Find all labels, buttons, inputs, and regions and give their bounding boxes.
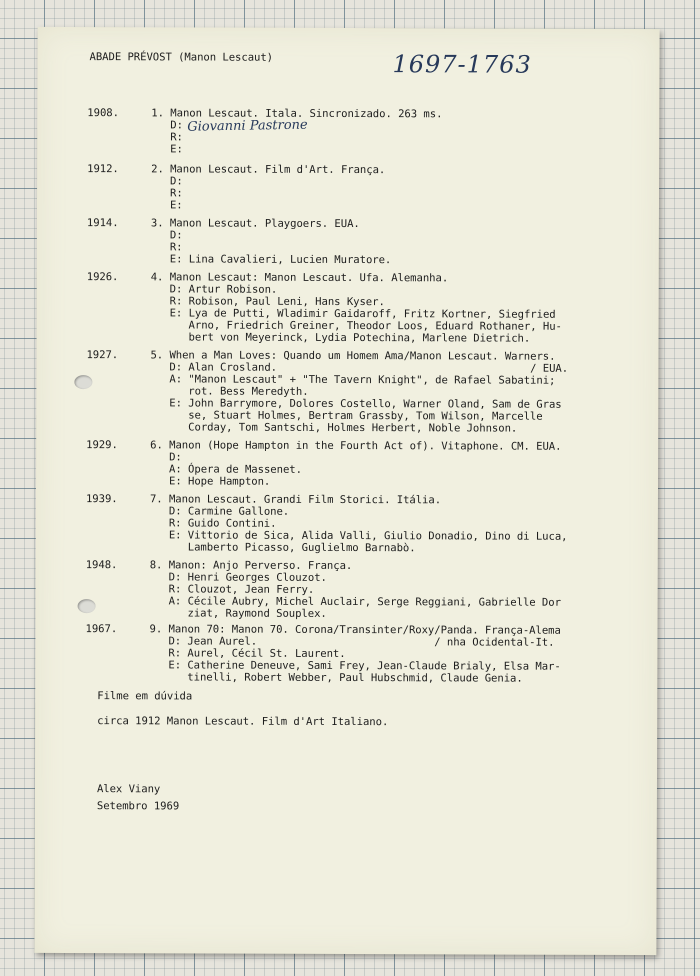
entry-7-line: D: Carmine Gallone. — [149, 505, 290, 518]
entry-4-year: 1926. — [86, 271, 119, 284]
entry-7-year: 1939. — [85, 493, 118, 506]
entry-6-line: D: — [150, 451, 182, 464]
entry-3-line: R: — [150, 241, 183, 254]
entry-4-line: bert von Meyerinck, Lydia Potechina, Marlene Dietrich. — [150, 331, 531, 345]
entry-1-line: R: — [151, 131, 183, 144]
entry-2-year: 1912. — [87, 163, 119, 176]
entry-3-line: D: — [150, 229, 183, 242]
entry-2-line: R: — [151, 187, 183, 200]
entry-5-title: 5. When a Man Loves: Quando um Homem Ama/Manon Lescaut. Warners. — [150, 349, 556, 363]
document-title: ABADE PRÉVOST (Manon Lescaut) — [89, 51, 274, 64]
signature-date: Setembro 1969 — [96, 800, 180, 813]
punch-hole-upper — [74, 375, 92, 389]
author-name: Alex Viany — [96, 783, 161, 796]
entry-7-line: Lamberto Picasso, Guglielmo Barnabò. — [149, 541, 416, 555]
entry-8-line: ziat, Raymond Souplex. — [149, 607, 327, 620]
typed-filmography-sheet — [34, 27, 659, 955]
entry-6-line: E: Hope Hampton. — [150, 475, 271, 488]
entry-8-line: R: Clouzot, Jean Ferry. — [149, 583, 315, 596]
entry-9-line: tinelli, Robert Webber, Paul Hubschmid, Claude Genia. — [149, 671, 523, 685]
entry-4-line: E: Lya de Putti, Wladimir Gaidaroff, Fritz Kortner, Siegfried — [150, 307, 556, 321]
entry-6-title: 6. Manon (Hope Hampton in the Fourth Act of). Vitaphone. CM. EUA. — [150, 439, 562, 453]
entry-9-line: D: Jean Aurel. / nha Ocidental-It. — [149, 635, 555, 649]
entry-5-line: rot. Bess Meredyth. — [150, 385, 309, 398]
entry-2-title: 2. Manon Lescaut. Film d'Art. França. — [151, 163, 386, 177]
entry-4-title: 4. Manon Lescaut: Manon Lescaut. Ufa. Alemanha. — [150, 271, 449, 285]
entry-7-line: R: Guido Contini. — [149, 517, 277, 530]
entry-5-line: Corday, Tom Santschi, Holmes Herbert, Noble Johnson. — [150, 421, 518, 435]
entry-8-line: D: Henri Georges Clouzot. — [149, 571, 327, 584]
entry-9-year: 1967. — [85, 623, 118, 636]
entry-5-year: 1927. — [86, 349, 119, 362]
entry-5-line: se, Stuart Holmes, Bertram Grassby, Tom Wilson, Marcelle — [150, 409, 543, 423]
entry-2-line: E: — [150, 199, 183, 212]
entry-5-line: E: John Barrymore, Dolores Costello, Warner Oland, Sam de Gras — [150, 397, 562, 411]
entry-7-line: E: Vittorio de Sica, Alida Valli, Giulio Donadio, Dino di Luca, — [149, 529, 568, 543]
entry-6-year: 1929. — [86, 439, 118, 452]
entry-5-line: D: Alan Crosland. / EUA. — [150, 361, 569, 375]
entry-1-title: 1. Manon Lescaut. Itala. Sincronizado. 263 ms. — [151, 107, 443, 121]
entry-4-line: D: Artur Robison. — [150, 283, 278, 296]
entry-8-year: 1948. — [85, 559, 118, 572]
entry-5-line: A: "Manon Lescaut" + "The Tavern Knight", de Rafael Sabatini; — [150, 373, 556, 387]
entry-3-line: E: Lina Cavalieri, Lucien Muratore. — [150, 253, 392, 267]
entry-9-title: 9. Manon 70: Manon 70. Corona/Transinter/Roxy/Panda. França-Alema — [149, 623, 561, 637]
doubtful-film-entry: circa 1912 Manon Lescaut. Film d'Art Italiano. — [97, 715, 389, 729]
entry-8-line: A: Cécile Aubry, Michel Auclair, Serge Reggiani, Gabrielle Dor — [149, 595, 561, 609]
entry-1-line: E: — [151, 143, 183, 156]
entry-9-line: E: Catherine Deneuve, Sami Frey, Jean-Claude Brialy, Elsa Mar- — [149, 659, 561, 673]
entry-4-line: Arno, Friedrich Greiner, Theodor Loos, Eduard Rothaner, Hu- — [150, 319, 562, 333]
entry-9-line: R: Aurel, Cécil St. Laurent. — [149, 647, 346, 660]
entry-3-year: 1914. — [86, 217, 119, 230]
handwritten-dates: 1697-1763 — [392, 50, 532, 79]
entry-2-line: D: — [151, 175, 183, 188]
punch-hole-lower — [78, 599, 96, 613]
entry-1-line: D: — [151, 119, 183, 132]
entry-3-title: 3. Manon Lescaut. Playgoers. EUA. — [150, 217, 360, 231]
entry-8-title: 8. Manon: Anjo Perverso. França. — [149, 559, 353, 573]
entry-4-line: R: Robison, Paul Leni, Hans Kyser. — [150, 295, 385, 309]
entry-7-title: 7. Manon Lescaut. Grandi Film Storici. Itália. — [149, 493, 442, 507]
doubtful-film-heading: Filme em dúvida — [97, 690, 193, 703]
entry-1-year: 1908. — [87, 107, 119, 120]
entry-6-line: A: Ópera de Massenet. — [150, 463, 302, 476]
handwritten-director: Giovanni Pastrone — [187, 117, 308, 135]
